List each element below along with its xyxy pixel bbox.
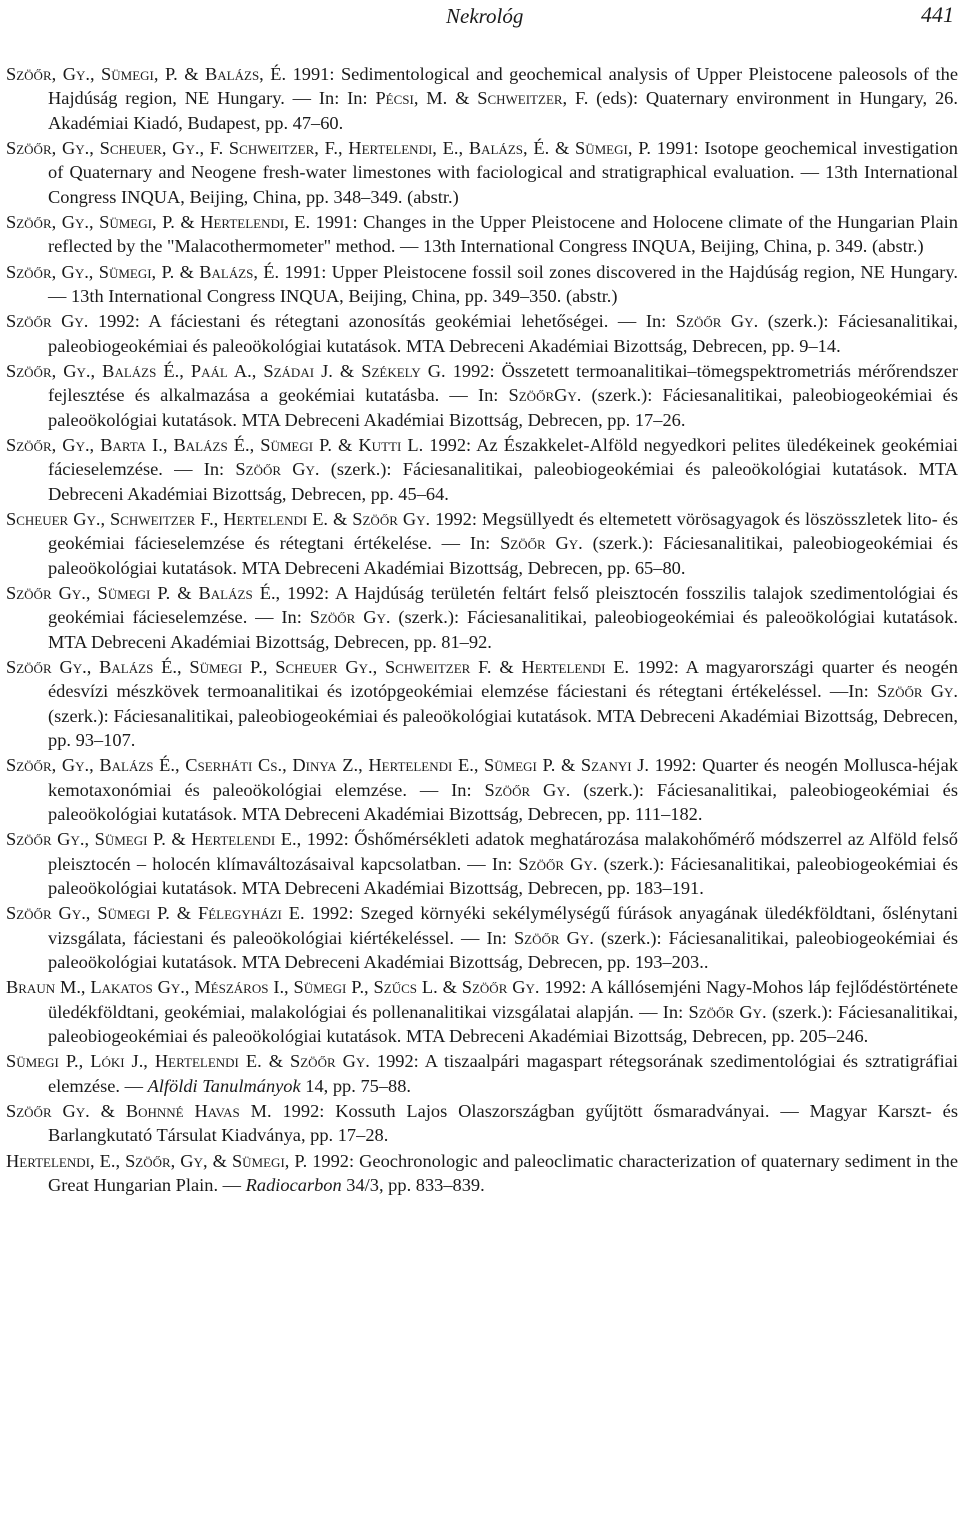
reference-text: 1991: Isotope geochemical investigation of Quaternary and Neogene fresh-water limestones with faciological and stratigraphical evaluation. — 13th International Congress INQUA, Beijing, China, pp. 348–349. (abstr.): [48, 138, 959, 207]
reference-text: 1992: A kállósemjéni Nagy-Mohos láp fejlődéstörténete üledékföldtani, geokémiai, malakológiai és pollenanalitikai vizsgálatai alapján. — In:: [48, 977, 958, 1022]
reference-text: 1991: Upper Pleistocene fossil soil zones discovered in the Hajdúság region, NE Hungary. — 13th International Congress INQUA, Beijing, China, pp. 349–350. (abstr.): [48, 261, 958, 307]
reference-entry: [6, 136, 958, 209]
reference-text: (szerk.): Fáciesanalitikai, paleobiogeokémiai és paleoökológiai kutatások. MTA Debreceni Akadémiai Bizottság, Debrecen, pp. 93–107.: [48, 705, 958, 751]
reference-authors: Szöőr Gy.: [688, 1001, 767, 1022]
reference-entry: [6, 975, 958, 1048]
reference-authors: Szöőr Gy.: [513, 927, 594, 948]
page-number: 441: [921, 2, 954, 27]
reference-text: (szerk.): Fáciesanalitikai, paleobiogeokémiai és paleoökológiai kutatások. MTA Debreceni Akadémiai Bizottság, Debrecen, pp. 65–80.: [48, 533, 959, 578]
reference-text: (szerk.): Fáciesanalitikai, paleobiogeokémiai és paleoökológiai kutatások. MTA Debreceni Akadémiai Bizottság, Debrecen, pp. 111–182.: [48, 779, 958, 825]
reference-text: (szerk.): Fáciesanalitikai, paleobiogeokémiai és paleoökológiai kutatások. MTA Debreceni Akadémiai Bizottság, Debrecen, pp. 205–246.: [48, 1001, 958, 1047]
reference-authors: Hertelendi, E., Szöőr, Gy, & Sümegi, P.: [6, 1150, 308, 1171]
reference-entry: [6, 1049, 958, 1098]
reference-authors: Szöőr Gy.: [675, 311, 759, 332]
reference-text: 34/3, pp. 833–839.: [341, 1175, 485, 1196]
reference-text: (szerk.): Fáciesanalitikai, paleobiogeokémiai és paleoökológiai kutatások. MTA Debreceni Akadémiai Bizottság, Debrecen, pp. 193–203..: [48, 927, 959, 973]
reference-text: 1992: Geochronologic and paleoclimatic characterization of quaternary sediment in the Great Hungarian Plain. —: [48, 1150, 958, 1196]
reference-text: 1992: Az Északkelet-Alföld negyedkori pelites üledékeinek geokémiai fácieselemzése. — In:: [48, 434, 958, 480]
reference-authors: Szöőr Gy., Sümegi P. & Félegyházi E.: [6, 903, 305, 924]
reference-entry: [6, 260, 958, 309]
reference-entry: [6, 507, 958, 580]
reference-text: (eds): Quaternary environment in Hungary, 26. Akadémiai Kiadó, Budapest, pp. 47–60.: [48, 88, 958, 133]
reference-authors: Szöőr Gy., Sümegi P. & Balázs É.: [6, 582, 276, 603]
reference-entry: [6, 581, 958, 654]
reference-text: 1992: Quarter és neogén Mollusca-héjak kemotaxonómiai és paleoökológiai elemzése. — In:: [48, 755, 959, 800]
reference-text: , 1992: Őshőmérsékleti adatok meghatározása malakohőmérő módszerrel az Alföld felső pleisztocén – holocén klímaváltozásaival kapcsolatban. — In:: [48, 829, 958, 874]
reference-journal: Radiocarbon: [245, 1175, 342, 1196]
reference-entry: [6, 359, 958, 432]
reference-text: 1992: A magyarországi quarter és neogén édesvízi mészkövek termoanalitikai és izotópgeokémiai elemzése fáciestani és rétegtani értékeléssel. —In:: [48, 656, 958, 702]
reference-text: 1992: A tiszaalpári magaspart rétegsorának szedimentológiai és sztratigráfiai elemzése. —: [48, 1051, 958, 1096]
reference-authors: Szöőr, Gy., Sümegi, P. & Hertelendi, E.: [6, 212, 311, 233]
reference-authors: Szöőr Gy.: [309, 607, 391, 628]
reference-text: 1992: Szeged környéki sekélymélységű fúrások anyagának üledékföldtani, őslénytani vizsgálata, fáciestani és paleoökológiai kiértékeléssel. — In:: [48, 903, 958, 948]
reference-authors: Szöőr Gy., Sümegi P. & Hertelendi E.: [6, 829, 297, 850]
reference-authors: SzöőrGy.: [508, 385, 582, 406]
reference-authors: Sümegi P., Lóki J., Hertelendi E. & Szöőr Gy.: [6, 1051, 370, 1072]
reference-authors: Szöőr Gy.: [518, 853, 598, 874]
reference-text: 1992: Összetett termoanalitikai–tömegspektrometriás mérőrendszer fejlesztése és alkalmazása a geokémiai kutatásba. — In:: [48, 360, 958, 406]
reference-text: 1992: Megsüllyedt és eltemetett vörösagyagok és löszösszletek lito- és geokémiai fácieselemzése és rétegtani értékelése. — In:: [48, 508, 958, 554]
reference-authors: Pécsi, M. & Schweitzer, F.: [375, 88, 589, 109]
reference-authors: Szöőr, Gy., Barta I., Balázs É., Sümegi P. & Kutti L.: [6, 434, 424, 455]
reference-authors: Szöőr, Gy., Scheuer, Gy., F. Schweitzer, F., Hertelendi, E., Balázs, É. & Sümegi, P.: [6, 138, 651, 159]
reference-entry: [6, 1099, 958, 1148]
reference-authors: Szöőr, Gy., Sümegi, P. & Balázs, É.: [6, 261, 280, 282]
reference-text: (szerk.): Fáciesanalitikai, paleobiogeokémiai és paleoökológiai kutatások. MTA Debreceni Akadémiai Bizottság, Debrecen, pp. 17–26.: [48, 385, 958, 430]
reference-list: [6, 62, 958, 1198]
reference-text: (szerk.): Fáciesanalitikai, paleobiogeokémiai és paleoökológiai kutatások. MTA Debreceni Akadémiai Bizottság, Debrecen, pp. 9–14.: [48, 311, 959, 356]
reference-text: , 1992: A Hajdúság területén feltárt felső pleisztocén fosszilis talajok szedimentológiai és geokémiai fácieselemzése. — In:: [48, 582, 958, 628]
reference-text: 1991: Sedimentological and geochemical analysis of Upper Pleistocene paleosols of the Hajdúság region, NE Hungary. — In: In:: [48, 64, 958, 109]
reference-authors: Szöőr Gy., Balázs É., Sümegi P., Scheuer Gy., Schweitzer F. & Hertelendi E.: [6, 656, 630, 677]
reference-authors: Szöőr Gy.: [876, 681, 959, 702]
reference-entry: [6, 827, 958, 900]
page-header: [0, 2, 960, 32]
reference-text: 14, pp. 75–88.: [300, 1075, 412, 1096]
reference-text: 1991: Changes in the Upper Pleistocene and Holocene climate of the Hungarian Plain reflected by the "Malacothermometer" method. — 13th International Congress INQUA, Beijing, China, p. 349. (abstr.): [48, 212, 958, 257]
reference-entry: [6, 210, 958, 259]
reference-entry: [6, 753, 958, 826]
reference-entry: [6, 1149, 958, 1198]
reference-entry: [6, 901, 958, 974]
reference-authors: Szöőr Gy.: [484, 779, 571, 800]
reference-authors: Szöőr Gy.: [235, 459, 320, 480]
reference-entry: [6, 433, 958, 506]
reference-authors: Szöőr, Gy., Balázs É., Paál A., Szádai J. & Székely G.: [6, 360, 446, 381]
reference-authors: Szöőr Gy.: [6, 311, 89, 332]
reference-text: (szerk.): Fáciesanalitikai, paleobiogeokémiai és paleoökológiai kutatások. MTA Debreceni Akadémiai Bizottság, Debrecen, pp. 45–64.: [48, 459, 958, 504]
running-title: Nekrológ: [446, 4, 524, 28]
reference-text: (szerk.): Fáciesanalitikai, paleobiogeokémiai és paleoökológiai kutatások. MTA Debreceni Akadémiai Bizottság, Debrecen, pp. 183–191.: [48, 853, 958, 899]
reference-text: 1992: A fáciestani és rétegtani azonosítás geokémiai lehetőségei. — In:: [88, 311, 676, 332]
reference-authors: Szöőr Gy. & Bohnné Havas M.: [6, 1101, 272, 1122]
reference-authors: Scheuer Gy., Schweitzer F., Hertelendi E. & Szöőr Gy.: [6, 508, 431, 529]
reference-entry: [6, 655, 958, 753]
reference-authors: Szöőr, Gy., Sümegi, P. & Balázs, É.: [6, 64, 287, 84]
reference-authors: Szöőr Gy.: [500, 533, 583, 554]
reference-entry: [6, 309, 958, 358]
reference-text: 1992: Kossuth Lajos Olaszországban gyűjtött ősmaradványai. — Magyar Karszt- és Barlangkutató Társulat Kiadványa, pp. 17–28.: [48, 1101, 958, 1146]
reference-authors: Szöőr, Gy., Balázs É., Cserháti Cs., Dinya Z., Hertelendi E., Sümegi P. & Szanyi J.: [6, 755, 649, 776]
reference-authors: Braun M., Lakatos Gy., Mészáros I., Sümegi P., Szűcs L. & Szöőr Gy.: [6, 977, 540, 998]
reference-journal: Alföldi Tanulmányok: [147, 1075, 301, 1096]
reference-text: (szerk.): Fáciesanalitikai, paleobiogeokémiai és paleoökológiai kutatások. MTA Debreceni Akadémiai Bizottság, Debrecen, pp. 81–92.: [48, 607, 959, 652]
reference-entry: [6, 62, 958, 135]
